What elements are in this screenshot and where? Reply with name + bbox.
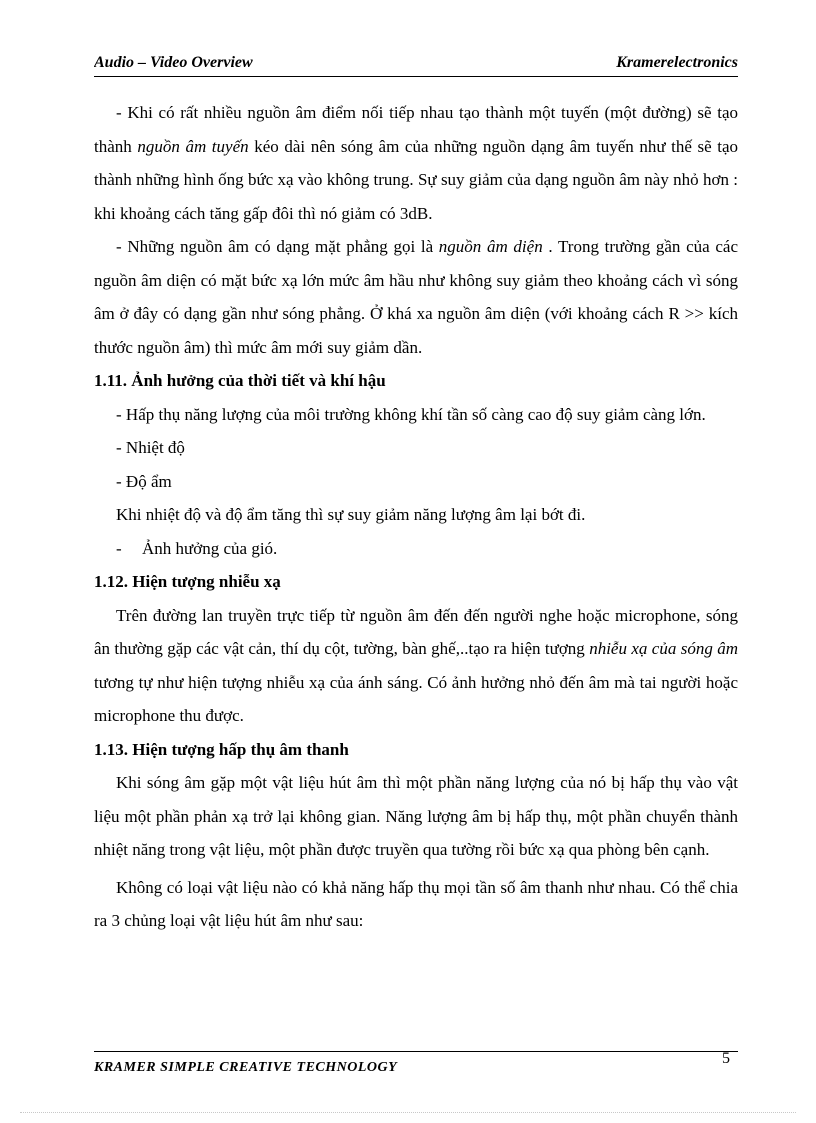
- italic-term: nhiễu xạ của sóng âm: [589, 639, 738, 658]
- paragraph-plane-source: [94, 230, 738, 364]
- page-header: [94, 54, 738, 77]
- paragraph-text: . Trong trường gần của các nguồn âm diện có mặt bức xạ lớn mức âm hầu như không suy giảm theo khoảng cách vì sóng âm ở đây có dạng gần như sóng phẳng. Ở khá xa nguồn âm diện (với khoảng cách R >> kích thước nguồn âm) thì mức âm mới suy giảm dần.: [94, 237, 739, 357]
- list-item-wind: [94, 532, 738, 566]
- list-item-temperature: - Nhiệt độ: [116, 438, 185, 457]
- paragraph-temp-humidity: Khi nhiệt độ và độ ẩm tăng thì sự suy giảm năng lượng âm lại bớt đi.: [116, 505, 586, 524]
- paragraph-text: Trên đường lan truyền trực tiếp từ nguồn âm đến đến người nghe hoặc microphone, sóng ân thường gặp các vật cản, thí dụ cột, tường, bàn ghế,..tạo ra hiện tượng: [94, 605, 738, 658]
- italic-term: nguồn âm tuyến: [137, 136, 249, 156]
- section-heading-1-11: 1.11. Ảnh hưởng của thời tiết và khí hậu: [94, 371, 386, 390]
- paragraph-text: - Những nguồn âm có dạng mặt phẳng gọi là: [116, 237, 439, 256]
- page-number: 5: [722, 1051, 730, 1067]
- paragraph-absorption-air: - Hấp thụ năng lượng của môi trường không khí tần số càng cao độ suy giảm càng lớn.: [116, 404, 706, 424]
- paragraph-materials: Không có loại vật liệu nào có khả năng hấp thụ mọi tần số âm thanh như nhau. Có thể chia ra 3 chủng loại vật liệu hút âm như sau:: [94, 877, 738, 930]
- paragraph-text: - Khi có rất nhiều nguồn âm điểm nối tiếp nhau tạo thành một tuyến (một đường) sẽ tạo thành: [94, 103, 738, 156]
- document-body: [94, 96, 738, 938]
- header-brand: Kramerelectronics: [616, 54, 738, 71]
- section-heading-1-13: 1.13. Hiện tượng hấp thụ âm thanh: [94, 739, 349, 759]
- list-item-text: Ảnh hưởng của gió.: [142, 538, 278, 558]
- italic-term: nguồn âm diện: [438, 237, 543, 256]
- paragraph-text: kéo dài nên sóng âm của những nguồn dạng âm tuyến như thế sẽ tạo thành những hình ống bức xạ vào không trung. Sự suy giảm của dạng nguồn âm này nhỏ hơn : khi khoảng cách tăng gấp đôi thì nó giảm có 3dB.: [94, 136, 738, 223]
- footer-text: KRAMER SIMPLE CREATIVE TECHNOLOGY: [94, 1060, 398, 1075]
- paragraph-absorption: Khi sóng âm gặp một vật liệu hút âm thì một phần năng lượng của nó bị hấp thụ vào vật liệu một phần phản xạ trở lại không gian. Năng lượng âm bị hấp thụ, một phần chuyển thành nhiệt năng trong vật liệu, một phần được truyền qua tường rồi bức xạ qua phòng bên cạnh.: [94, 773, 738, 859]
- paragraph-line-source: [94, 96, 738, 230]
- page-footer: [94, 1051, 738, 1076]
- page-bottom-rule: [20, 1112, 796, 1113]
- dash-bullet: -: [116, 538, 122, 558]
- list-item-humidity: - Độ ẩm: [116, 471, 172, 491]
- paragraph-text: tương tự như hiện tượng nhiễu xạ của ánh sáng. Có ảnh hưởng nhỏ đến âm mà tai người hoặc microphone thu được.: [94, 672, 738, 725]
- header-title: Audio – Video Overview: [94, 54, 253, 71]
- section-heading-1-12: 1.12. Hiện tượng nhiễu xạ: [94, 572, 281, 591]
- paragraph-diffraction: [94, 599, 738, 733]
